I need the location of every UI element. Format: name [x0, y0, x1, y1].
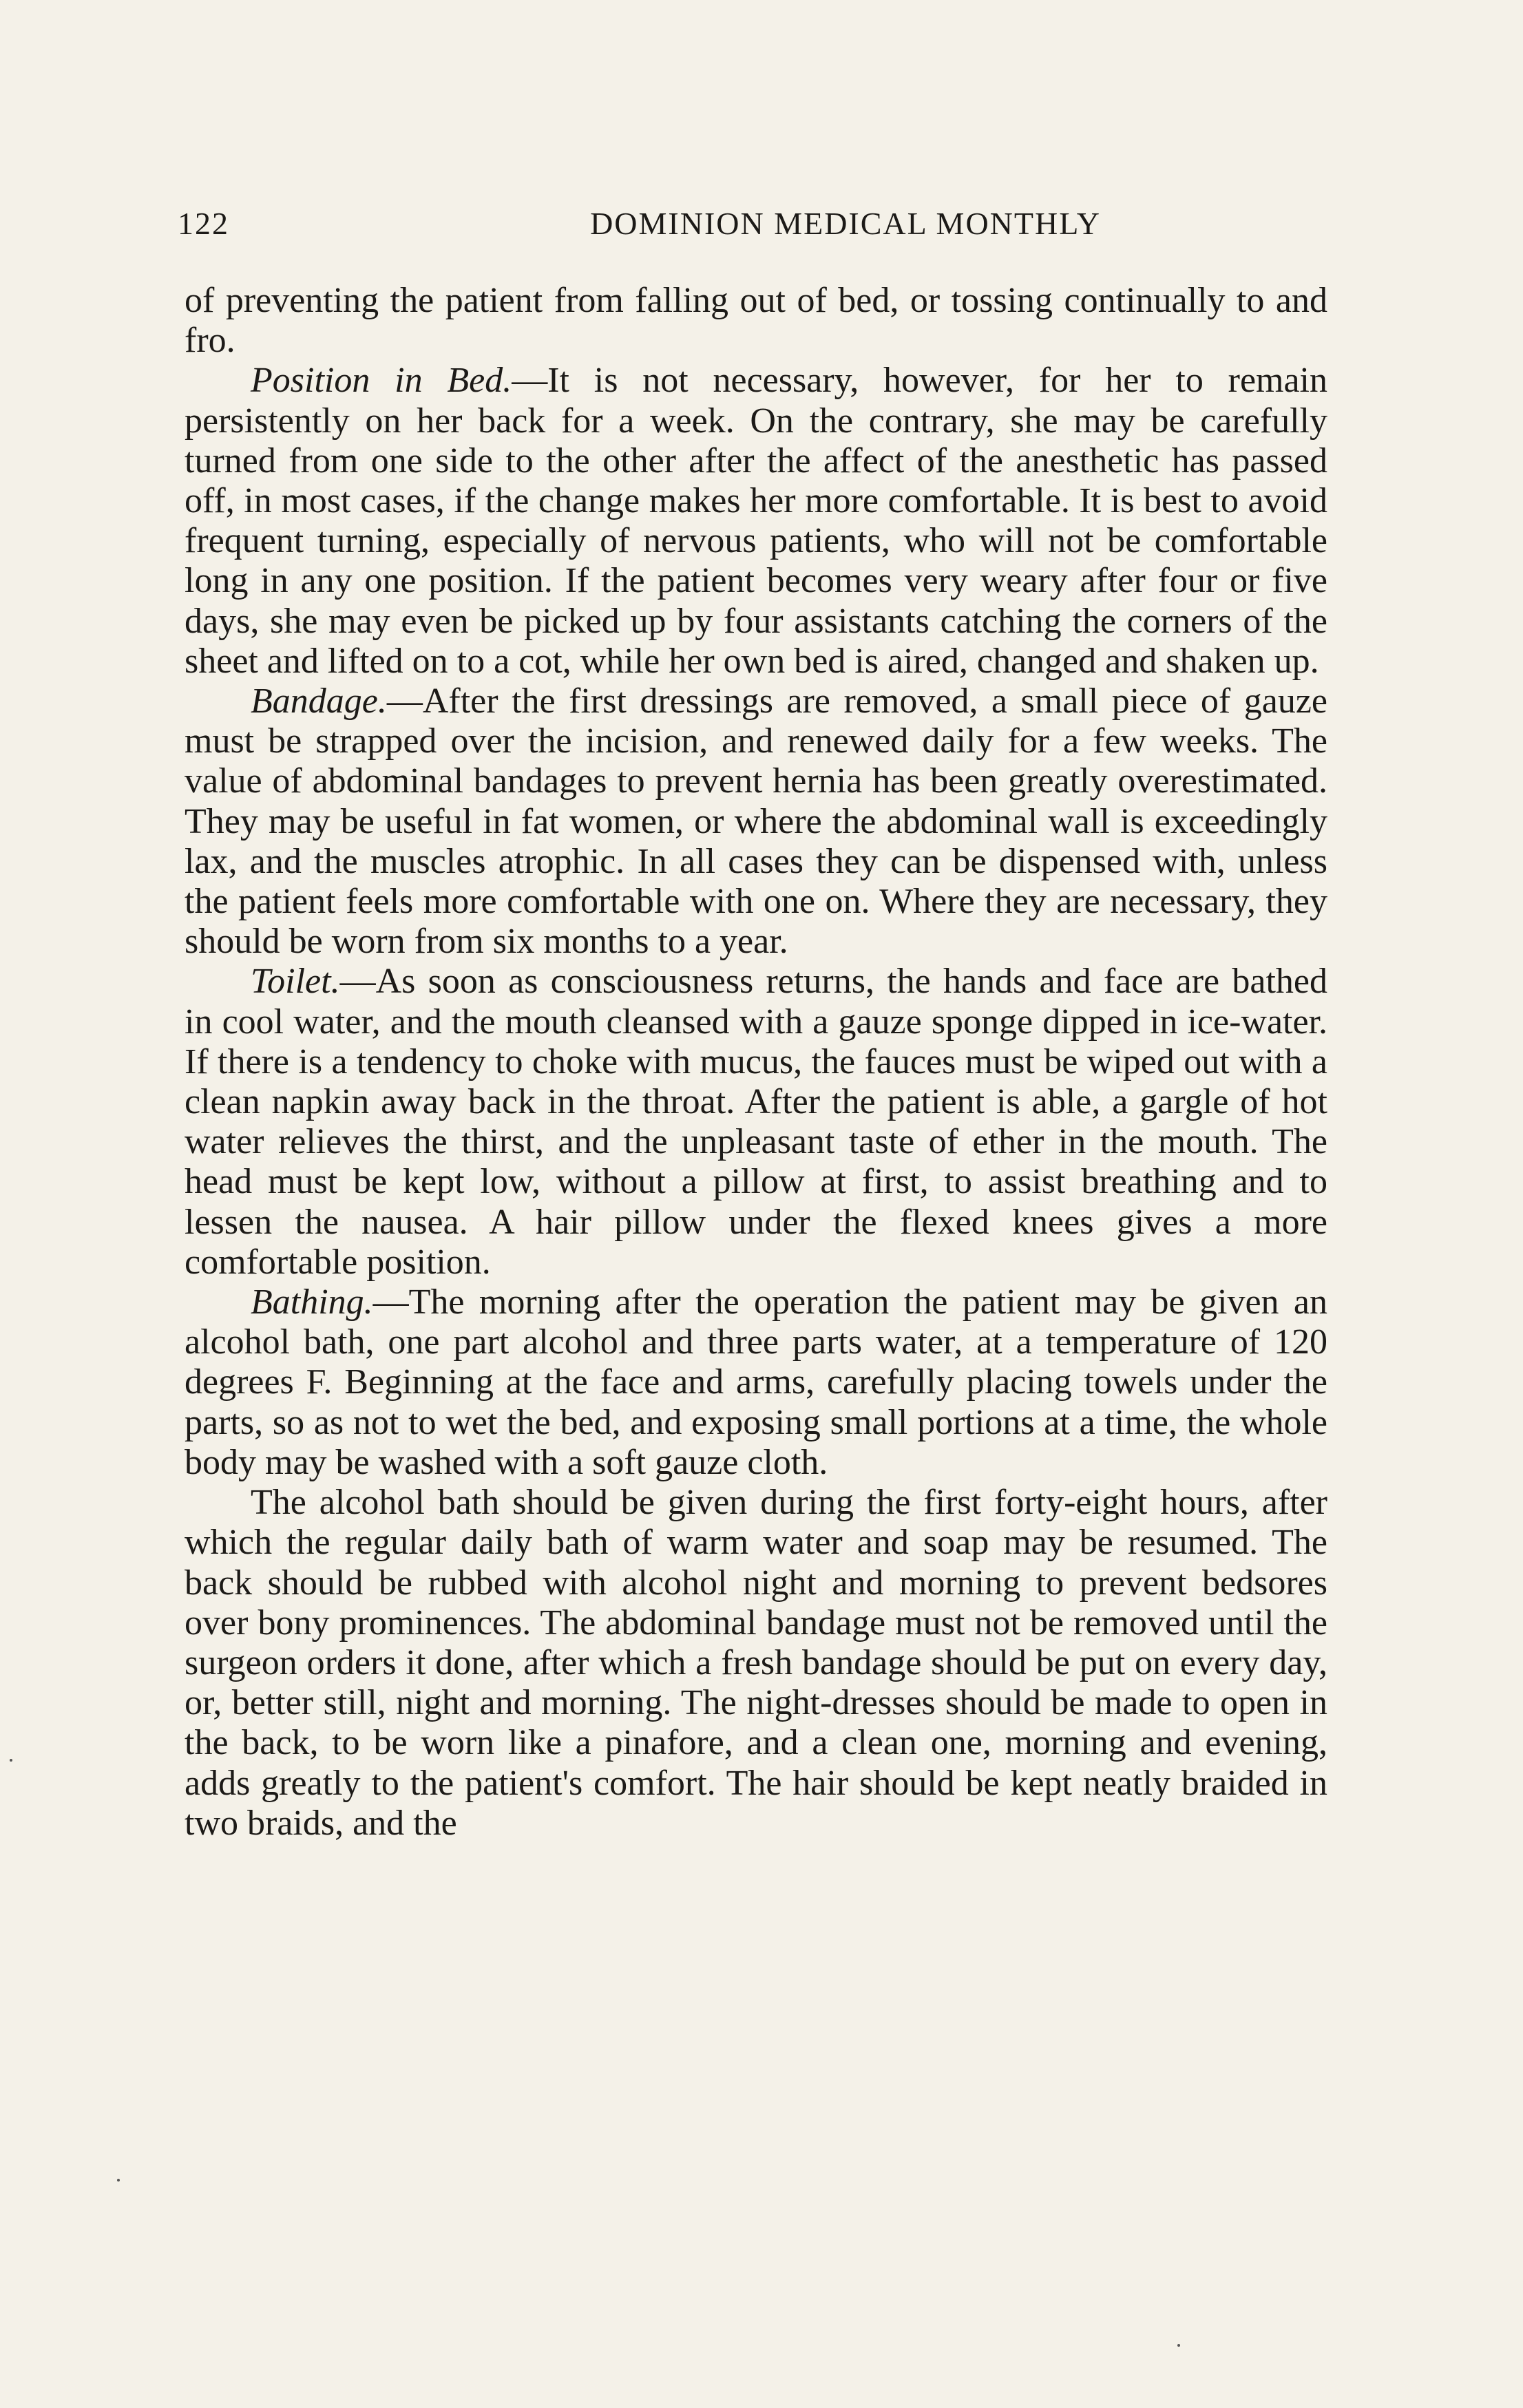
section-heading: Bathing. — [251, 1282, 373, 1322]
scan-speck — [1177, 2344, 1180, 2347]
paragraph-text: —As soon as consciousness returns, the hands and face are bathed in cool water, and the mouth cleansed with a gauze sponge dipped in ice-water. If there is a tendency to choke with mucus, the fauces must be wiped out with a clean napkin away back in the throat. After the patient is able, a gargle of hot water relieves the thirst, and the unpleasant taste of ether in the mouth. The head must be kept low, without a pillow at first, to assist breathing and to lessen the nausea. A hair pillow under the flexed knees gives a more comfortable position. — [185, 962, 1327, 1282]
section-heading: Toilet. — [251, 962, 340, 1002]
scan-speck — [117, 2179, 120, 2182]
paragraph-toilet — [185, 962, 1327, 1282]
page-number: 122 — [178, 206, 229, 241]
body-text — [185, 281, 1327, 1844]
paragraph-bathing — [185, 1282, 1327, 1483]
scan-speck — [10, 1759, 12, 1762]
paragraph-position-in-bed — [185, 361, 1327, 682]
paragraph-text: —After the first dressings are removed, a small piece of gauze must be strapped over the incision, and renewed daily for a few weeks. The value of abdominal bandages to prevent hernia has been greatly overestimated. They may be useful in fat women, or where the abdominal wall is exceedingly lax, and the muscles atrophic. In all cases they can be dispensed with, unless the patient feels more comfortable with one on. Where they are necessary, they should be worn from six months to a year. — [185, 682, 1327, 962]
paragraph-text: —The morning after the operation the patient may be given an alcohol bath, one part alcohol and three parts water, at a temperature of 120 degrees F. Beginning at the face and arms, carefully placing towels under the parts, so as not to wet the bed, and exposing small portions at a time, the whole body may be washed with a soft gauze cloth. — [185, 1282, 1327, 1482]
running-head — [178, 205, 1334, 253]
paragraph-alcohol-bath — [185, 1483, 1327, 1844]
section-heading: Position in Bed. — [251, 361, 512, 401]
section-heading: Bandage. — [251, 682, 387, 721]
paragraph-text: —It is not necessary, however, for her to remain persistently on her back for a week. On the contrary, she may be carefully turned from one side to the other after the affect of the anesthetic has passed off, in most cases, if the change makes her more comfortable. It is best to avoid frequent turning, especially of nervous patients, who will not be comfortable long in any one position. If the patient becomes very weary after four or five days, she may even be picked up by four assistants catching the corners of the sheet and lifted on to a cot, while her own bed is aired, changed and shaken up. — [185, 361, 1328, 681]
journal-title: DOMINION MEDICAL MONTHLY — [590, 206, 1101, 241]
paragraph-bandage — [185, 682, 1327, 962]
paragraph-text: The alcohol bath should be given during the first forty-eight hours, after which the regular daily bath of warm water and soap may be resumed. The back should be rubbed with alcohol night and morning to prevent bedsores over bony prominences. The abdominal bandage must not be removed until the surgeon orders it done, after which a fresh bandage should be put on every day, or, better still, night and morning. The night-dresses should be made to open in the back, to be worn like a pinafore, and a clean one, morning and evening, adds greatly to the patient's comfort. The hair should be kept neatly braided in two braids, and the — [185, 1483, 1327, 1843]
paragraph-continuation — [185, 281, 1327, 361]
paragraph-text: of preventing the patient from falling out of bed, or tossing continually to and fro. — [185, 281, 1327, 361]
